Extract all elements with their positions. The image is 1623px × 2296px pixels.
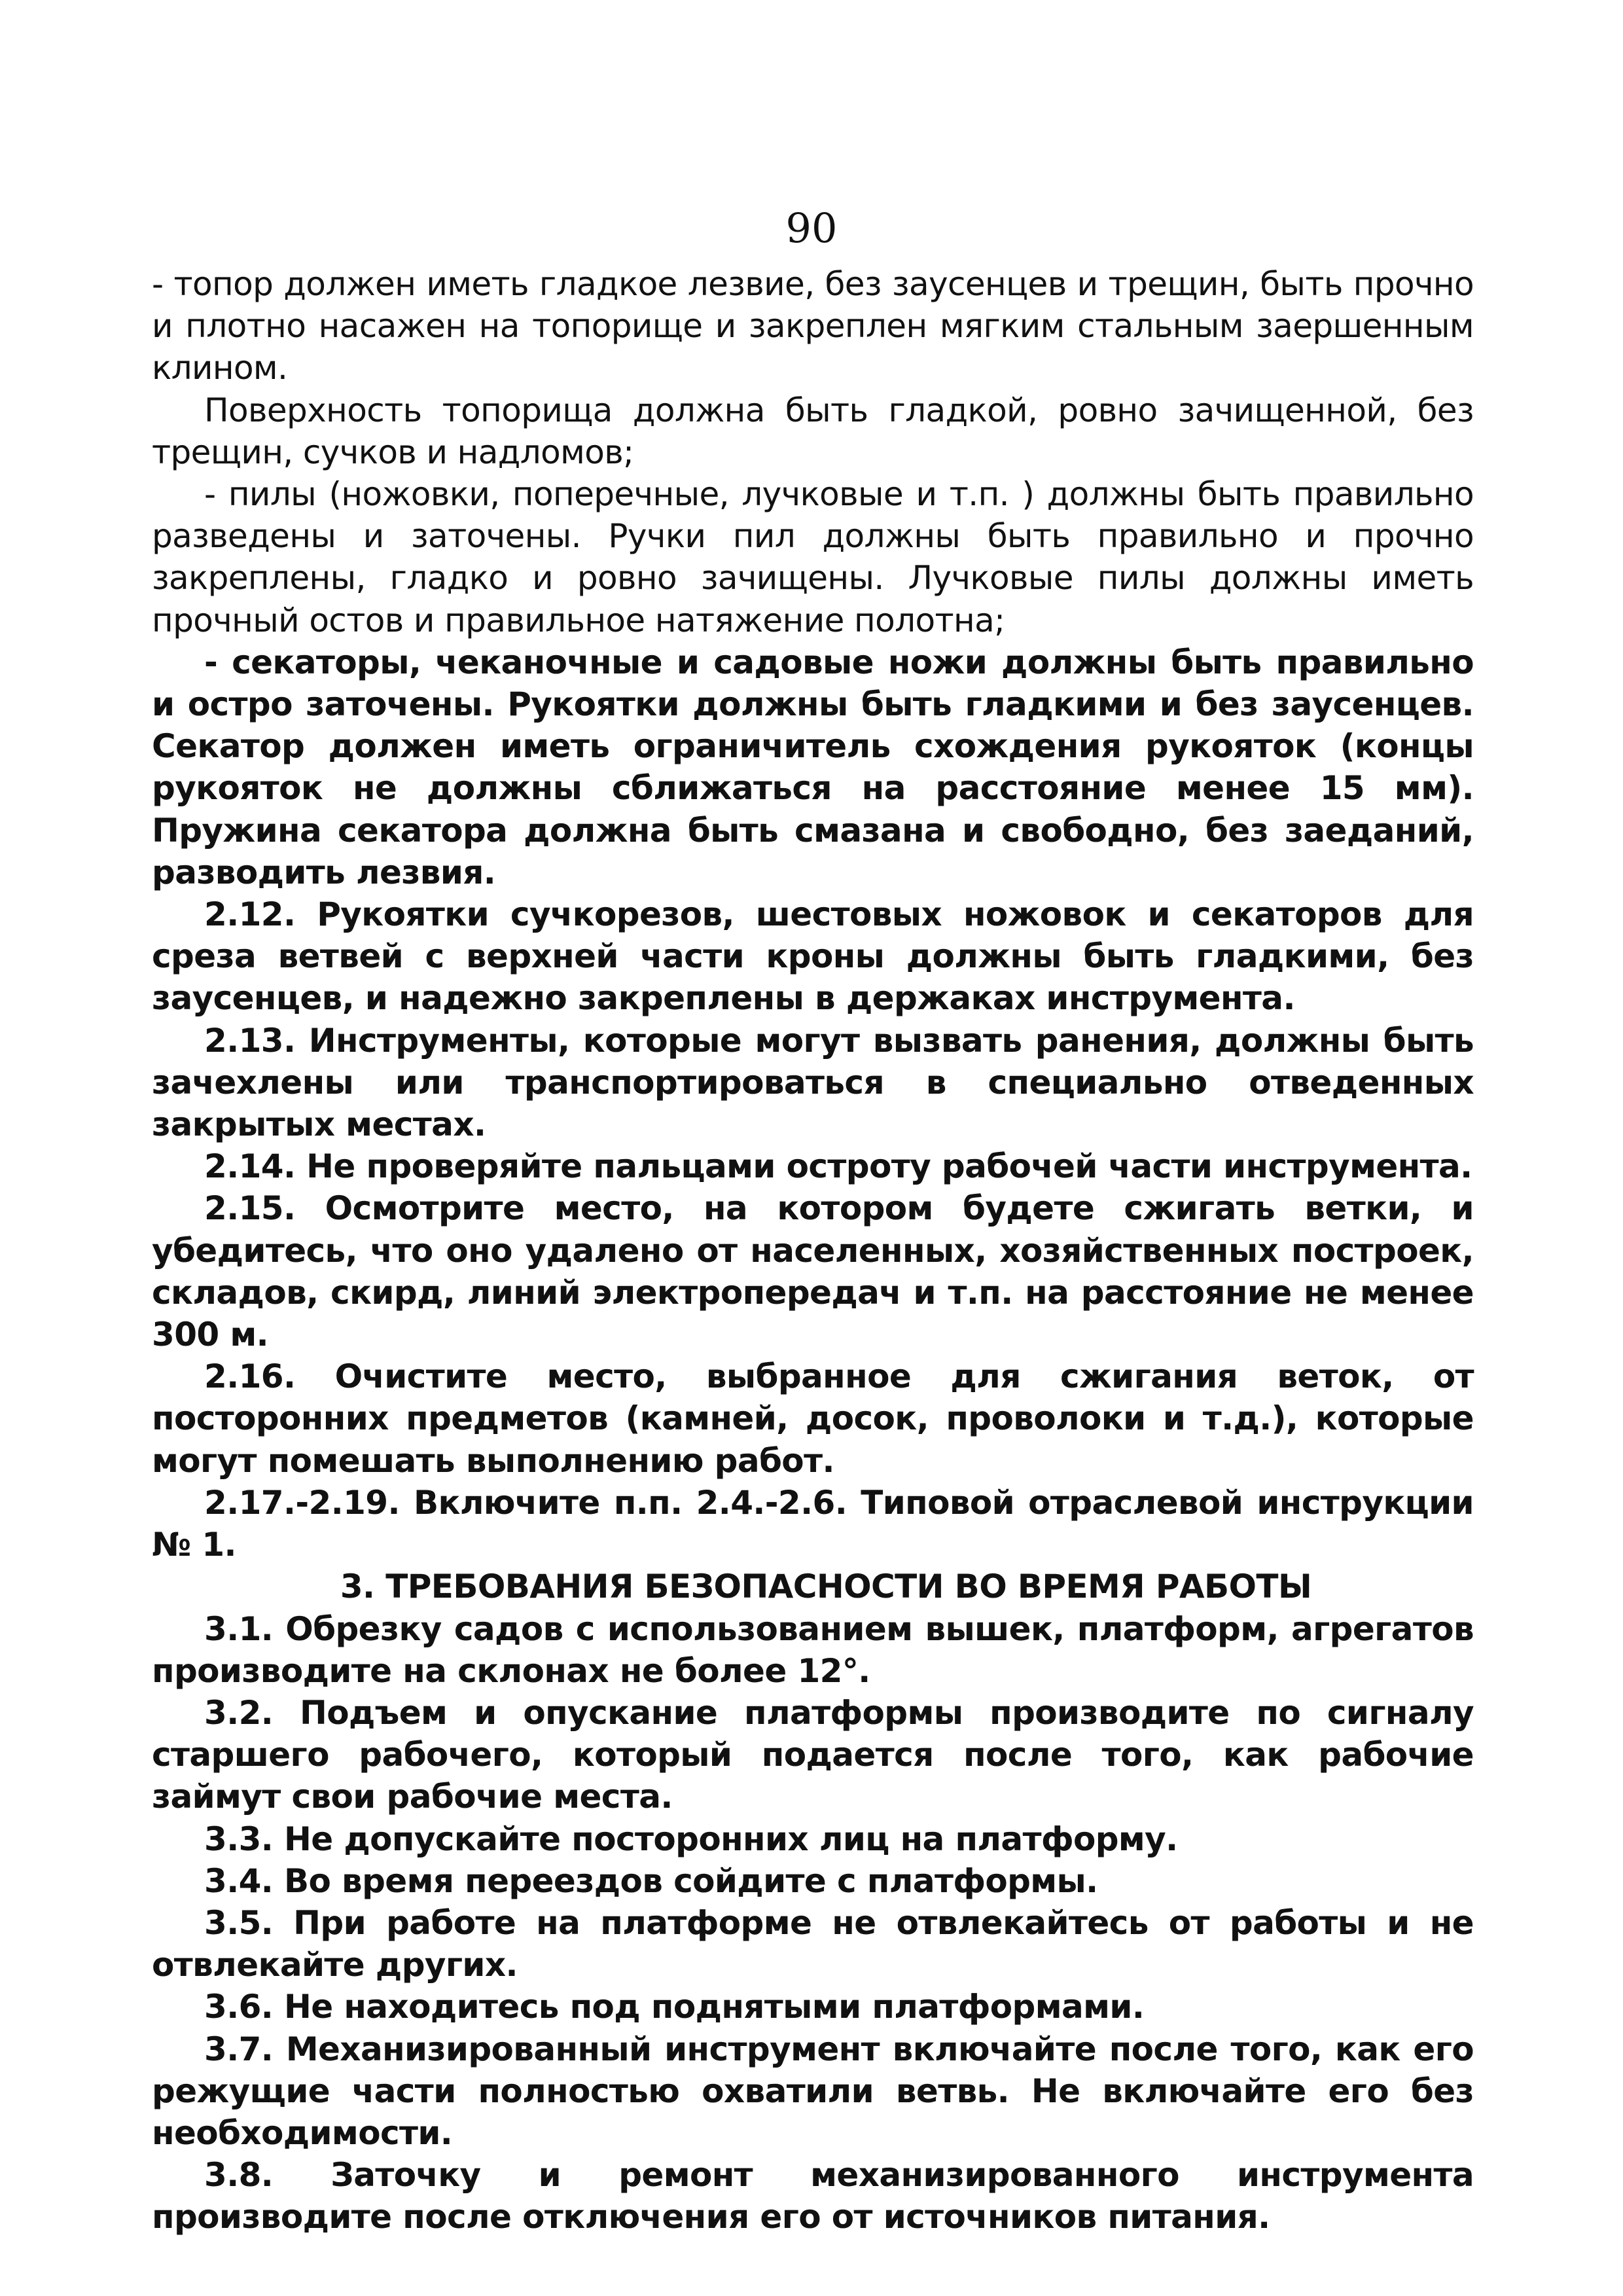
paragraph-3-7: 3.7. Механизированный инструмент включайте после того, как его режущие части полностью охватили ветвь. Не включайте его без необходимости.: [152, 2030, 1474, 2152]
paragraph-2-17: 2.17.-2.19. Включите п.п. 2.4.-2.6. Типовой отраслевой инструкции № 1.: [152, 1483, 1474, 1564]
paragraph-3-8: 3.8. Заточку и ремонт механизированного инструмента производите после отключения его от источников питания.: [152, 2156, 1474, 2236]
paragraph-3-5: 3.5. При работе на платформе не отвлекайтесь от работы и не отвлекайте других.: [152, 1903, 1474, 1984]
paragraph-3-2: 3.2. Подъем и опускание платформы производите по сигналу старшего рабочего, который подается после того, как рабочие займут свои рабочие места.: [152, 1693, 1474, 1816]
paragraph-3-1: 3.1. Обрезку садов с использованием вышек, платформ, агрегатов производите на склонах не более 12°.: [152, 1609, 1474, 1690]
paragraph-saws: - пилы (ножовки, поперечные, лучковые и т.п. ) должны быть правильно разведены и заточены. Ручки пил должны быть правильно и прочно закреплены, гладко и ровно зачищены. Лучковые пилы должны иметь прочный остов и правильное натяжение полотна;: [152, 475, 1474, 639]
paragraph-3-6: 3.6. Не находитесь под поднятыми платформами.: [204, 1988, 1145, 2026]
paragraph-2-12: 2.12. Рукоятки сучкорезов, шестовых ножовок и секаторов для среза ветвей с верхней части кроны должны быть гладкими, без заусенцев, и надежно закреплены в держаках инструмента.: [152, 895, 1474, 1018]
paragraph-2-16: 2.16. Очистите место, выбранное для сжигания веток, от посторонних предметов (камней, досок, проволоки и т.д.), которые могут помешать выполнению работ.: [152, 1357, 1474, 1480]
paragraph-axe-handle: Поверхность топорища должна быть гладкой, ровно зачищенной, без трещин, сучков и надломов;: [152, 391, 1474, 471]
document-body: [152, 263, 1474, 2238]
page-number: 90: [785, 204, 838, 252]
section-title: 3. ТРЕБОВАНИЯ БЕЗОПАСНОСТИ ВО ВРЕМЯ РАБОТЫ: [340, 1568, 1312, 1606]
paragraph-axe: - топор должен иметь гладкое лезвие, без заусенцев и трещин, быть прочно и плотно насажен на топорище и закреплен мягким стальным заершенным клином.: [152, 265, 1474, 387]
paragraph-3-3: 3.3. Не допускайте посторонних лиц на платформу.: [204, 1820, 1178, 1858]
paragraph-2-13: 2.13. Инструменты, которые могут вызвать ранения, должны быть зачехлены или транспортироваться в специально отведенных закрытых местах.: [152, 1021, 1474, 1144]
paragraph-secateurs: - секаторы, чеканочные и садовые ножи должны быть правильно и остро заточены. Рукоятки должны быть гладкими и без заусенцев. Секатор должен иметь ограничитель схождения рукояток (концы рукояток не должны сближаться на расстояние менее 15 мм). Пружина секатора должна быть смазана и свободно, без заеданий, разводить лезвия.: [152, 643, 1474, 891]
paragraph-2-14: 2.14. Не проверяйте пальцами остроту рабочей части инструмента.: [204, 1147, 1472, 1186]
paragraph-2-15: 2.15. Осмотрите место, на котором будете сжигать ветки, и убедитесь, что оно удалено от населенных, хозяйственных построек, складов, скирд, линий электропередач и т.п. на расстояние не менее 300 м.: [152, 1189, 1474, 1354]
paragraph-3-4: 3.4. Во время переездов сойдите с платформы.: [204, 1861, 1098, 1900]
